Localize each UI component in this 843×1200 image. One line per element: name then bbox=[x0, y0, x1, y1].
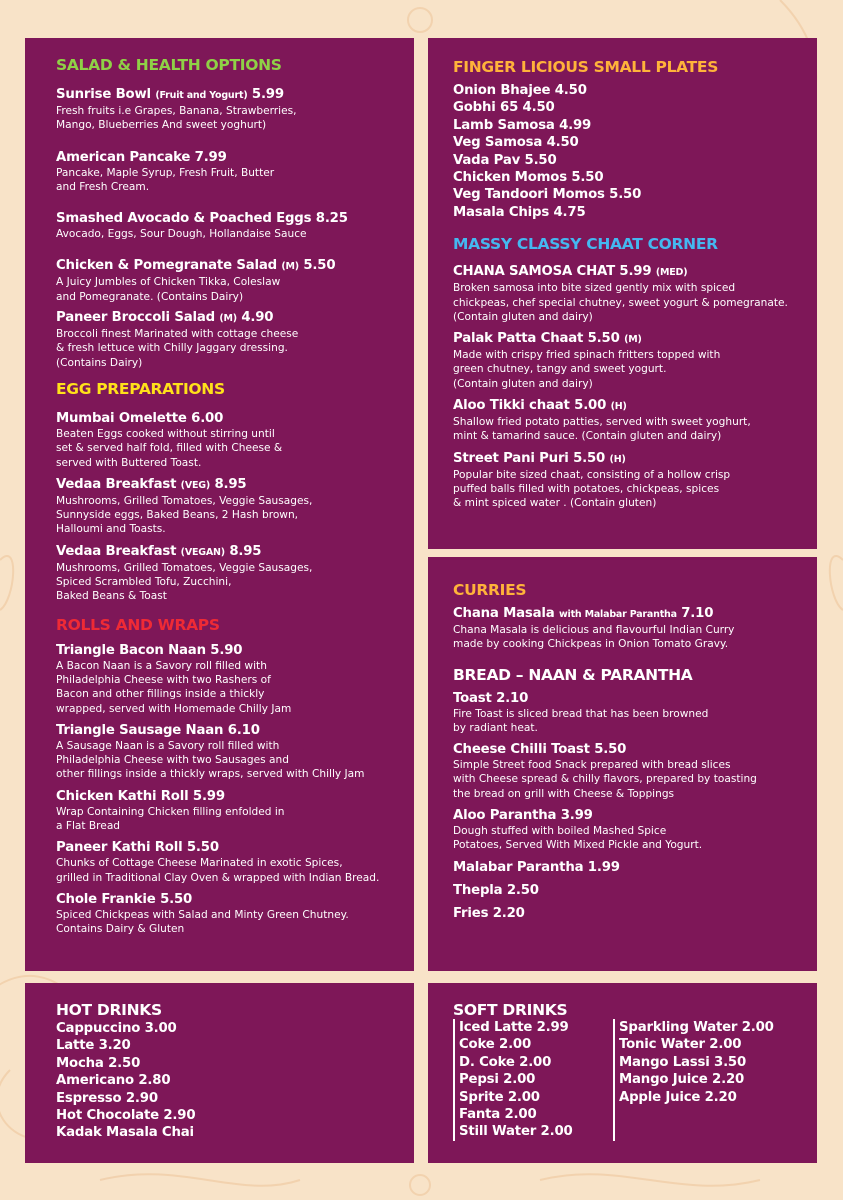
menu-item-tag: (M) bbox=[219, 313, 237, 325]
menu-item bbox=[56, 257, 414, 304]
hot-drink-item: Latte 3.20 bbox=[56, 1038, 131, 1054]
menu-item-title bbox=[453, 397, 817, 415]
menu-item-title bbox=[453, 605, 817, 623]
menu-item bbox=[453, 450, 817, 511]
menu-item-title bbox=[56, 839, 414, 856]
menu-item-price: 7.99 bbox=[194, 149, 227, 165]
menu-item-title bbox=[453, 450, 817, 468]
menu-item-title bbox=[56, 788, 414, 805]
soft-drink-item: Apple Juice 2.20 bbox=[619, 1089, 737, 1105]
hot-drink-item: Mocha 2.50 bbox=[56, 1055, 141, 1071]
menu-item-price: 5.99 bbox=[251, 87, 284, 102]
hot-drink-item: Americano 2.80 bbox=[56, 1073, 171, 1089]
finger-item: Veg Tandoori Momos 5.50 bbox=[453, 187, 642, 203]
menu-item-description: Chunks of Cottage Cheese Marinated in exotic Spices, grilled in Traditional Clay Oven & wrapped with Indian Bread. bbox=[56, 857, 380, 884]
menu-item-title bbox=[453, 263, 817, 281]
menu-item bbox=[56, 210, 414, 241]
menu-item-description: Broccoli finest Marinated with cottage cheese & fresh lettuce with Chilly Jaggary dressing. (Contains Dairy) bbox=[56, 328, 299, 369]
soft-drink-item: Iced Latte 2.99 bbox=[459, 1020, 569, 1035]
soft-drink-item: Coke 2.00 bbox=[459, 1037, 532, 1053]
menu-item-name: Paneer Broccoli Salad bbox=[56, 310, 215, 326]
menu-item-description: A Juicy Jumbles of Chicken Tikka, Coleslaw and Pomegranate. (Contains Dairy) bbox=[56, 276, 281, 303]
menu-item-price: 5.00 bbox=[574, 398, 607, 414]
right-top-menu-panel bbox=[428, 38, 817, 549]
bread-list bbox=[453, 690, 817, 853]
menu-item bbox=[453, 605, 817, 652]
soft-drink-item: Tonic Water 2.00 bbox=[619, 1037, 742, 1053]
menu-item-tag: (M) bbox=[281, 261, 299, 273]
menu-item-name: CHANA SAMOSA CHAT bbox=[453, 264, 615, 280]
menu-item bbox=[453, 690, 817, 736]
menu-item-description: Beaten Eggs cooked without stirring until set & served half fold, filled with Cheese & served with Buttered Toast. bbox=[56, 427, 283, 469]
menu-item-name: Smashed Avocado & Poached Eggs bbox=[56, 211, 312, 227]
menu-item-name: Palak Patta Chaat bbox=[453, 331, 584, 347]
menu-item-tag: with Malabar Parantha bbox=[558, 609, 677, 620]
menu-item-price: 8.95 bbox=[214, 476, 247, 492]
menu-item-title bbox=[56, 410, 414, 427]
hot-drink-item: Kadak Masala Chai bbox=[56, 1125, 194, 1141]
hot-heading: HOT DRINKS bbox=[56, 1001, 162, 1019]
soft-drink-item: Mango Juice 2.20 bbox=[619, 1072, 745, 1088]
finger-item: Onion Bhajee 4.50 bbox=[453, 83, 587, 98]
soft-drink-item: Sprite 2.00 bbox=[459, 1089, 540, 1105]
soft-column-1 bbox=[453, 1019, 609, 1141]
menu-item-description: Popular bite sized chaat, consisting of a hollow crisp puffed balls filled with potatoes, chickpeas, spices & mint spiced water . (Contain gluten) bbox=[453, 468, 731, 510]
menu-item bbox=[56, 149, 414, 195]
egg-list bbox=[56, 410, 414, 604]
menu-item-name: Triangle Bacon Naan bbox=[56, 642, 206, 658]
rolls-list bbox=[56, 642, 414, 937]
hot-list bbox=[56, 1020, 414, 1142]
soft-drinks-panel bbox=[428, 983, 817, 1163]
hot-drink-item: Hot Chocolate 2.90 bbox=[56, 1108, 196, 1124]
menu-item-description: Simple Street food Snack prepared with bread slices with Cheese spread & chilly flavors, prepared by toasting the bread on grill with Cheese & Toppings bbox=[453, 759, 757, 800]
menu-item-price: 5.99 bbox=[619, 264, 652, 280]
finger-item: Vada Pav 5.50 bbox=[453, 152, 557, 168]
menu-item bbox=[453, 397, 817, 444]
menu-item-title: Cheese Chilli Toast 5.50 bbox=[453, 742, 627, 758]
soft-columns bbox=[453, 1019, 817, 1141]
menu-item bbox=[56, 476, 414, 537]
menu-item-name: American Pancake bbox=[56, 149, 191, 165]
finger-item: Masala Chips 4.75 bbox=[453, 204, 586, 220]
menu-item bbox=[56, 86, 414, 133]
menu-item-description: Made with crispy fried spinach fritters topped with green chutney, tangy and sweet yogurt. (Contain gluten and dairy) bbox=[453, 349, 721, 390]
menu-item-name: Vedaa Breakfast bbox=[56, 543, 177, 559]
menu-item-name: Street Pani Puri bbox=[453, 450, 569, 466]
bread-plain-list bbox=[453, 859, 817, 922]
finger-heading: FINGER LICIOUS SMALL PLATES bbox=[453, 58, 719, 76]
soft-drink-item: Fanta 2.00 bbox=[459, 1107, 537, 1123]
rolls-heading: ROLLS AND WRAPS bbox=[56, 615, 220, 634]
menu-item-price: 5.50 bbox=[587, 331, 620, 347]
finger-list bbox=[453, 82, 817, 221]
menu-item bbox=[453, 263, 817, 324]
finger-item: Veg Samosa 4.50 bbox=[453, 135, 579, 151]
menu-item bbox=[56, 788, 414, 834]
menu-item bbox=[56, 722, 414, 782]
menu-item-description: Avocado, Eggs, Sour Dough, Hollandaise Sauce bbox=[56, 228, 307, 241]
menu-item-description: Shallow fried potato patties, served with sweet yoghurt, mint & tamarind sauce. (Contain gluten and dairy) bbox=[453, 416, 751, 443]
menu-item bbox=[56, 543, 414, 604]
menu-item-description: Wrap Containing Chicken filling enfolded in a Flat Bread bbox=[56, 805, 285, 833]
menu-item-price: 5.50 bbox=[186, 840, 219, 856]
menu-item-price: 5.50 bbox=[303, 258, 336, 274]
menu-item-tag: (VEG) bbox=[180, 479, 210, 491]
menu-item-price: 5.99 bbox=[192, 788, 225, 804]
menu-item-title bbox=[56, 210, 414, 227]
menu-item-title: Aloo Parantha 3.99 bbox=[453, 808, 593, 824]
egg-heading: EGG PREPARATIONS bbox=[56, 379, 225, 398]
menu-item-description: Fire Toast is sliced bread that has been browned by radiant heat. bbox=[453, 707, 709, 734]
menu-item-name: Aloo Tikki chaat bbox=[453, 398, 570, 414]
menu-item bbox=[453, 807, 817, 853]
menu-item-title bbox=[56, 149, 414, 166]
menu-item-price: 8.95 bbox=[229, 543, 262, 559]
salad-list bbox=[56, 86, 414, 370]
menu-item-name: Chicken Kathi Roll bbox=[56, 788, 189, 804]
bread-item: Malabar Parantha 1.99 bbox=[453, 859, 620, 875]
menu-item-name: Paneer Kathi Roll bbox=[56, 840, 183, 856]
menu-item bbox=[56, 839, 414, 885]
menu-item-description: Chana Masala is delicious and flavourful Indian Curry made by cooking Chickpeas in Onion Tomato Gravy. bbox=[453, 624, 735, 651]
menu-item-title bbox=[453, 330, 817, 348]
menu-item bbox=[56, 891, 414, 937]
menu-item-description: Mushrooms, Grilled Tomatoes, Veggie Sausages, Sunnyside eggs, Baked Beans, 2 Hash brown, Halloumi and Toasts. bbox=[56, 494, 313, 536]
menu-item-name: Chole Frankie bbox=[56, 891, 156, 907]
menu-item-description: A Sausage Naan is a Savory roll filled with Philadelphia Cheese with two Sausages and other fillings inside a thickly wraps, served with Chilly Jam bbox=[56, 739, 365, 781]
menu-item-tag: (H) bbox=[609, 453, 626, 465]
bread-heading: BREAD – NAAN & PARANTHA bbox=[453, 665, 693, 684]
finger-item: Chicken Momos 5.50 bbox=[453, 170, 604, 186]
menu-item-title bbox=[56, 257, 414, 275]
menu-item-name: Chana Masala bbox=[453, 606, 555, 621]
menu-item-title bbox=[56, 543, 414, 561]
menu-item-title bbox=[56, 309, 414, 327]
menu-item-tag: (H) bbox=[610, 401, 627, 413]
salad-heading: SALAD & HEALTH OPTIONS bbox=[56, 56, 282, 74]
menu-item-price: 6.10 bbox=[227, 722, 260, 738]
menu-item-title bbox=[56, 891, 414, 908]
menu-item-price: 8.25 bbox=[315, 211, 348, 227]
menu-item-description: Spiced Chickpeas with Salad and Minty Green Chutney. Contains Dairy & Gluten bbox=[56, 908, 349, 936]
menu-item-price: 5.50 bbox=[573, 450, 606, 466]
hot-drink-item: Cappuccino 3.00 bbox=[56, 1021, 177, 1036]
menu-item-description: Dough stuffed with boiled Mashed Spice Potatoes, Served With Mixed Pickle and Yogurt. bbox=[453, 825, 703, 852]
hot-drink-item: Espresso 2.90 bbox=[56, 1090, 158, 1106]
curries-heading: CURRIES bbox=[453, 581, 527, 599]
soft-drink-item: Still Water 2.00 bbox=[459, 1124, 573, 1140]
menu-item-tag: (VEGAN) bbox=[180, 546, 225, 558]
soft-drink-item: Mango Lassi 3.50 bbox=[619, 1054, 747, 1070]
menu-item-description: Fresh fruits i.e Grapes, Banana, Strawberries, Mango, Blueberries And sweet yoghurt) bbox=[56, 105, 297, 132]
menu-item-name: Mumbai Omelette bbox=[56, 410, 187, 426]
soft-heading: SOFT DRINKS bbox=[453, 1001, 568, 1019]
soft-drink-item: Sparkling Water 2.00 bbox=[619, 1020, 774, 1035]
finger-item: Lamb Samosa 4.99 bbox=[453, 117, 592, 133]
left-menu-panel bbox=[25, 38, 414, 971]
menu-item-title: Toast 2.10 bbox=[453, 690, 529, 706]
menu-item-price: 5.50 bbox=[160, 891, 193, 907]
menu-item-description: Broken samosa into bite sized gently mix with spiced chickpeas, chef special chutney, sweet yogurt & pomegranate. (Contain gluten and dairy) bbox=[453, 282, 788, 323]
chaat-heading: MASSY CLASSY CHAAT CORNER bbox=[453, 235, 718, 254]
menu-item bbox=[56, 642, 414, 716]
menu-item-tag: (MED) bbox=[655, 267, 688, 279]
menu-item-description: Mushrooms, Grilled Tomatoes, Veggie Sausages, Spiced Scrambled Tofu, Zucchini, Baked Beans & Toast bbox=[56, 561, 313, 603]
menu-item-price: 5.90 bbox=[210, 642, 243, 658]
bread-item: Fries 2.20 bbox=[453, 905, 525, 921]
curries-list bbox=[453, 605, 817, 652]
menu-item-tag: (M) bbox=[624, 334, 642, 346]
hot-drinks-panel bbox=[25, 983, 414, 1163]
finger-item: Gobhi 65 4.50 bbox=[453, 100, 555, 116]
menu-item bbox=[56, 410, 414, 470]
menu-item-price: 6.00 bbox=[191, 410, 224, 426]
menu-item bbox=[453, 741, 817, 801]
soft-drink-item: D. Coke 2.00 bbox=[459, 1054, 552, 1070]
menu-item-description: A Bacon Naan is a Savory roll filled with Philadelphia Cheese with two Rashers of Bacon and other fillings inside a thickly wrapped, served with Homemade Chilly Jam bbox=[56, 659, 292, 715]
menu-item-description: Pancake, Maple Syrup, Fresh Fruit, Butter and Fresh Cream. bbox=[56, 166, 275, 193]
menu-item-price: 7.10 bbox=[681, 606, 714, 621]
menu-item-price: 4.90 bbox=[241, 310, 274, 326]
menu-item-name: Sunrise Bowl bbox=[56, 87, 151, 102]
menu-item-name: Chicken & Pomegranate Salad bbox=[56, 258, 277, 274]
chaat-list bbox=[453, 263, 817, 510]
soft-column-2 bbox=[613, 1019, 774, 1141]
menu-item-title bbox=[56, 642, 414, 659]
menu-item-title bbox=[56, 476, 414, 494]
menu-item-name: Vedaa Breakfast bbox=[56, 476, 177, 492]
right-bottom-menu-panel bbox=[428, 557, 817, 971]
bread-item: Thepla 2.50 bbox=[453, 882, 539, 898]
menu-item-tag: (Fruit and Yogurt) bbox=[155, 90, 248, 101]
menu-item-title bbox=[56, 722, 414, 739]
menu-item bbox=[56, 309, 414, 370]
soft-drink-item: Pepsi 2.00 bbox=[459, 1072, 536, 1088]
menu-item bbox=[453, 330, 817, 391]
menu-item-name: Triangle Sausage Naan bbox=[56, 722, 224, 738]
menu-item-title bbox=[56, 86, 414, 104]
